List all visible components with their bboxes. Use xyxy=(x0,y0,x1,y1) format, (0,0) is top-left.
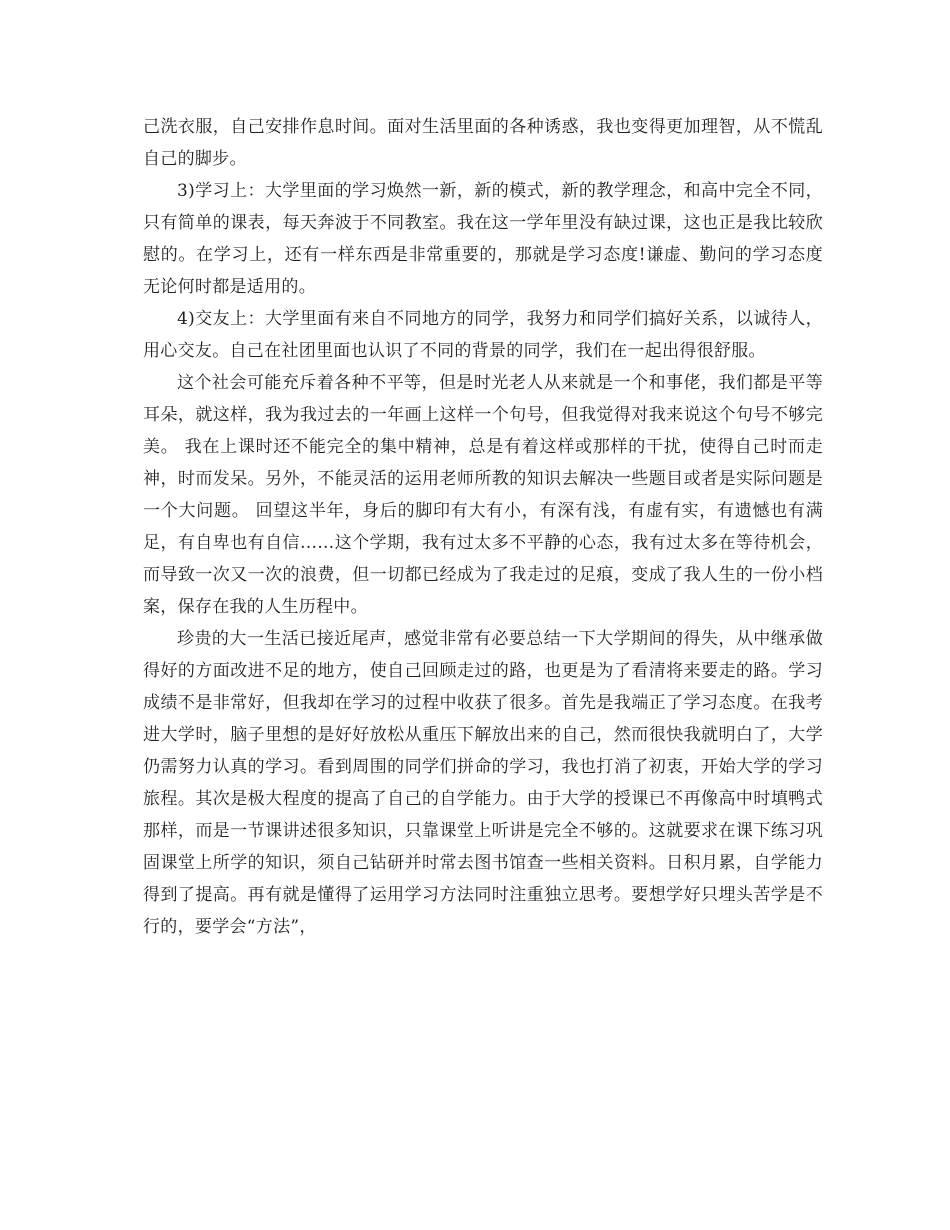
paragraph-2: 3)学习上：大学里面的学习焕然一新，新的模式，新的教学理念，和高中完全不同，只有简单的课表，每天奔波于不同教室。我在这一学年里没有缺过课，这也正是我比较欣慰的。在学习上，还有一样东西是非常重要的，那就是学习态度!谦虚、勤问的学习态度无论何时都是适用的。 xyxy=(143,181,823,297)
paragraph-4: 这个社会可能充斥着各种不平等，但是时光老人从来就是一个和事佬，我们都是平等耳朵，就这样，我为我过去的一年画上这样一个句号，但我觉得对我来说这个句号不够完美。 我在上课时还不能完全的集中精神，总是有着这样或那样的干扰，使得自己时而走神，时而发呆。另外，不能灵活的运用老师所教的知识去解决一些题目或者是实际问题是一个大问题。 回望这半年，身后的脚印有大有小，有深有浅，有虚有实，有遗憾也有满足，有自卑也有自信……这个学期，我有过太多不平静的心态，我有过太多在等待机会，而导致一次又一次的浪费，但一切都已经成为了我走过的足痕，变成了我人生的一份小档案，保存在我的人生历程中。 xyxy=(143,373,823,617)
paragraph-3: 4)交友上：大学里面有来自不同地方的同学，我努力和同学们搞好关系，以诚待人，用心交友。自己在社团里面也认识了不同的背景的同学，我们在一起出得很舒服。 xyxy=(143,309,823,361)
document-body xyxy=(143,111,823,943)
paragraph-5: 珍贵的大一生活已接近尾声，感觉非常有必要总结一下大学期间的得失，从中继承做得好的方面改进不足的地方，使自己回顾走过的路，也更是为了看清将来要走的路。学习成绩不是非常好，但我却在学习的过程中收获了很多。首先是我端正了学习态度。在我考进大学时，脑子里想的是好好放松从重压下解放出来的自己，然而很快我就明白了，大学仍需努力认真的学习。看到周围的同学们拼命的学习，我也打消了初衷，开始大学的学习旅程。其次是极大程度的提高了自己的自学能力。由于大学的授课已不再像高中时填鸭式那样，而是一节课讲述很多知识，只靠课堂上听讲是完全不够的。这就要求在课下练习巩固课堂上所学的知识，须自己钻研并时常去图书馆查一些相关资料。日积月累，自学能力得到了提高。再有就是懂得了运用学习方法同时注重独立思考。要想学好只埋头苦学是不行的，要学会“方法”， xyxy=(143,629,823,937)
paragraph-1: 己洗衣服，自己安排作息时间。面对生活里面的各种诱惑，我也变得更加理智，从不慌乱自己的脚步。 xyxy=(143,117,823,169)
